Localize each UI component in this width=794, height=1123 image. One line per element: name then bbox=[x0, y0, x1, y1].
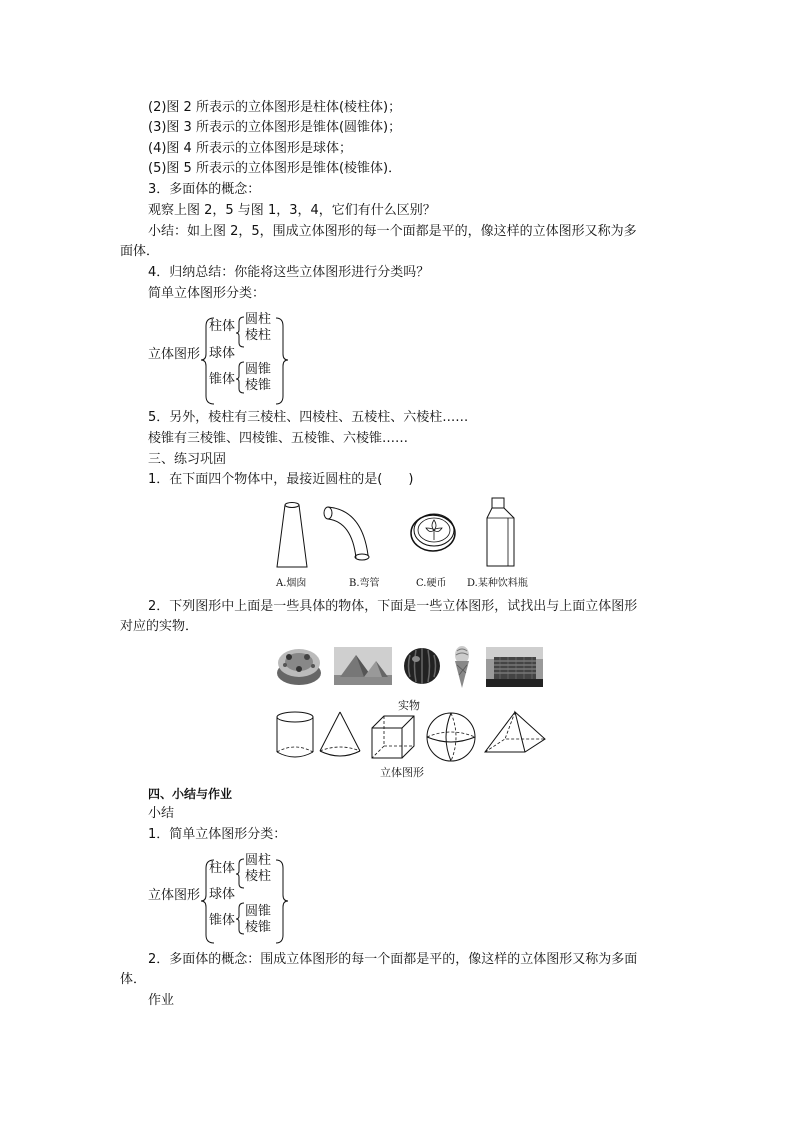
class-cylinder: 圆柱 bbox=[245, 853, 272, 868]
class-prism-sub: 棱柱 bbox=[245, 869, 272, 884]
class-pyramid-sub: 棱锥 bbox=[245, 920, 272, 935]
class-prism: 柱体 bbox=[209, 319, 236, 334]
text-line: 4．归纳总结：你能将这些立体图形进行分类吗？ bbox=[148, 265, 430, 280]
text-line: (4)图 4 所表示的立体图形是球体； bbox=[148, 141, 352, 156]
caption-d: D.某种饮料瓶 bbox=[467, 578, 528, 589]
text-line: 小结 bbox=[148, 806, 175, 821]
class-root: 立体图形 bbox=[148, 888, 201, 903]
caption-solids: 立体图形 bbox=[380, 766, 424, 779]
caption-c: C.硬币 bbox=[416, 578, 447, 589]
text-line: 面体． bbox=[120, 244, 160, 259]
class-cylinder: 圆柱 bbox=[245, 312, 272, 327]
text-line: 棱锥有三棱锥、四棱锥、五棱锥、六棱锥…… bbox=[148, 431, 409, 446]
class-cone: 圆锥 bbox=[245, 904, 272, 919]
class-pyramid: 锥体 bbox=[209, 913, 236, 928]
caption-b: B.弯管 bbox=[349, 578, 380, 589]
class-sphere: 球体 bbox=[209, 346, 236, 361]
class-pyramid: 锥体 bbox=[209, 372, 236, 387]
text-line: (5)图 5 所表示的立体图形是锥体(棱锥体)． bbox=[148, 161, 402, 176]
text-line: 2．多面体的概念：围成立体图形的每一个面都是平的，像这样的立体图形又称为多面 bbox=[148, 952, 638, 967]
text-line: 对应的实物． bbox=[120, 619, 199, 634]
text-line: 体． bbox=[120, 972, 147, 987]
caption-a: A.烟囱 bbox=[276, 578, 307, 589]
text-line: 3．多面体的概念： bbox=[148, 182, 261, 197]
text-line: 观察上图 2，5 与图 1，3，4，它们有什么区别？ bbox=[148, 203, 436, 218]
text-line: 1．在下面四个物体中，最接近圆柱的是( ) bbox=[148, 472, 414, 487]
text-line: 简单立体图形分类： bbox=[148, 286, 266, 301]
class-prism: 柱体 bbox=[209, 861, 236, 876]
text-line: 三、练习巩固 bbox=[148, 452, 227, 467]
class-prism-sub: 棱柱 bbox=[245, 328, 272, 343]
text-line: 小结：如上图 2，5，围成立体图形的每一个面都是平的，像这样的立体图形又称为多 bbox=[148, 224, 637, 239]
text-line: 5．另外，棱柱有三棱柱、四棱柱、五棱柱、六棱柱…… bbox=[148, 410, 469, 425]
text-line: (2)图 2 所表示的立体图形是柱体(棱柱体)； bbox=[148, 100, 402, 115]
text-line: 作业 bbox=[148, 993, 175, 1008]
class-sphere: 球体 bbox=[209, 887, 236, 902]
class-cone: 圆锥 bbox=[245, 362, 272, 377]
text-line: (3)图 3 所表示的立体图形是锥体(圆锥体)； bbox=[148, 120, 402, 135]
class-root: 立体图形 bbox=[148, 347, 201, 362]
section-heading: 四、小结与作业 bbox=[148, 787, 233, 801]
caption-objects: 实物 bbox=[398, 699, 420, 712]
text-line: 1．简单立体图形分类： bbox=[148, 827, 287, 842]
class-pyramid-sub: 棱锥 bbox=[245, 378, 272, 393]
text-line: 2．下列图形中上面是一些具体的物体，下面是一些立体图形，试找出与上面立体图形 bbox=[148, 599, 638, 614]
